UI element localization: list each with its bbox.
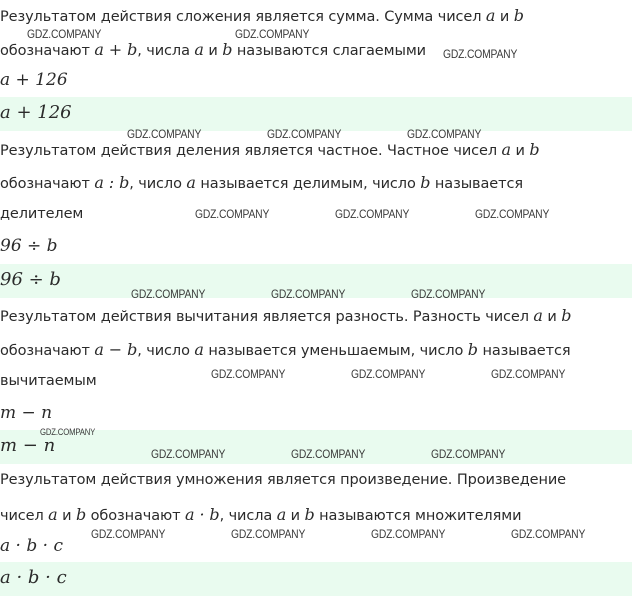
division-formula: 96 ÷ b (0, 236, 58, 256)
watermark: GDZ.COMPANY (231, 527, 306, 541)
division-answer: 96 ÷ b (0, 269, 61, 290)
watermark: GDZ.COMPANY (443, 47, 518, 61)
addition-answer-band (0, 97, 632, 131)
watermark: GDZ.COMPANY (91, 527, 166, 541)
addition-formula: a + 126 (0, 70, 68, 90)
watermark: GDZ.COMPANY (211, 367, 286, 381)
addition-definition-line2: обозначают a + b, числа a и b называются слагаемыми (0, 40, 426, 59)
subtraction-formula: m − n (0, 403, 53, 423)
watermark: GDZ.COMPANY (475, 207, 550, 221)
addition-definition-line1: Результатом действия сложения является сумма. Сумма чисел a и b (0, 6, 524, 25)
watermark: GDZ.COMPANY (151, 447, 226, 461)
subtraction-definition-line1: Результатом действия вычитания является разность. Разность чисел a и b (0, 306, 572, 325)
watermark: GDZ.COMPANY (431, 447, 506, 461)
subtraction-definition-line3: вычитаемым (0, 373, 97, 389)
subtraction-definition-line2: обозначают a − b, число a называется уменьшаемым, число b называется (0, 340, 571, 359)
watermark: GDZ.COMPANY (131, 287, 206, 301)
division-definition-line3: делителем (0, 206, 84, 222)
watermark: GDZ.COMPANY (335, 207, 410, 221)
multiplication-answer-band (0, 562, 632, 596)
division-definition-line1: Результатом действия деления является частное. Частное чисел a и b (0, 140, 540, 159)
division-definition-line2: обозначают a : b, число a называется делимым, число b называется (0, 173, 523, 192)
watermark: GDZ.COMPANY (511, 527, 586, 541)
multiplication-definition-line1: Результатом действия умножения является произведение. Произведение (0, 472, 566, 488)
watermark: GDZ.COMPANY (411, 287, 486, 301)
watermark: GDZ.COMPANY (407, 127, 482, 141)
watermark: GDZ.COMPANY (491, 367, 566, 381)
watermark: GDZ.COMPANY (127, 127, 202, 141)
addition-answer: a + 126 (0, 102, 72, 123)
watermark: GDZ.COMPANY (371, 527, 446, 541)
watermark: GDZ.COMPANY (27, 27, 102, 41)
watermark: GDZ.COMPANY (235, 27, 310, 41)
watermark: GDZ.COMPANY (267, 127, 342, 141)
watermark: GDZ.COMPANY (195, 207, 270, 221)
watermark: GDZ.COMPANY (271, 287, 346, 301)
multiplication-formula: a · b · c (0, 536, 63, 556)
multiplication-answer: a · b · c (0, 567, 67, 588)
watermark: GDZ.COMPANY (351, 367, 426, 381)
watermark: GDZ.COMPANY (40, 427, 96, 437)
watermark: GDZ.COMPANY (291, 447, 366, 461)
multiplication-definition-line2: чисел a и b обозначают a · b, числа a и b называются множителями (0, 505, 522, 524)
subtraction-answer: m − n (0, 435, 56, 456)
